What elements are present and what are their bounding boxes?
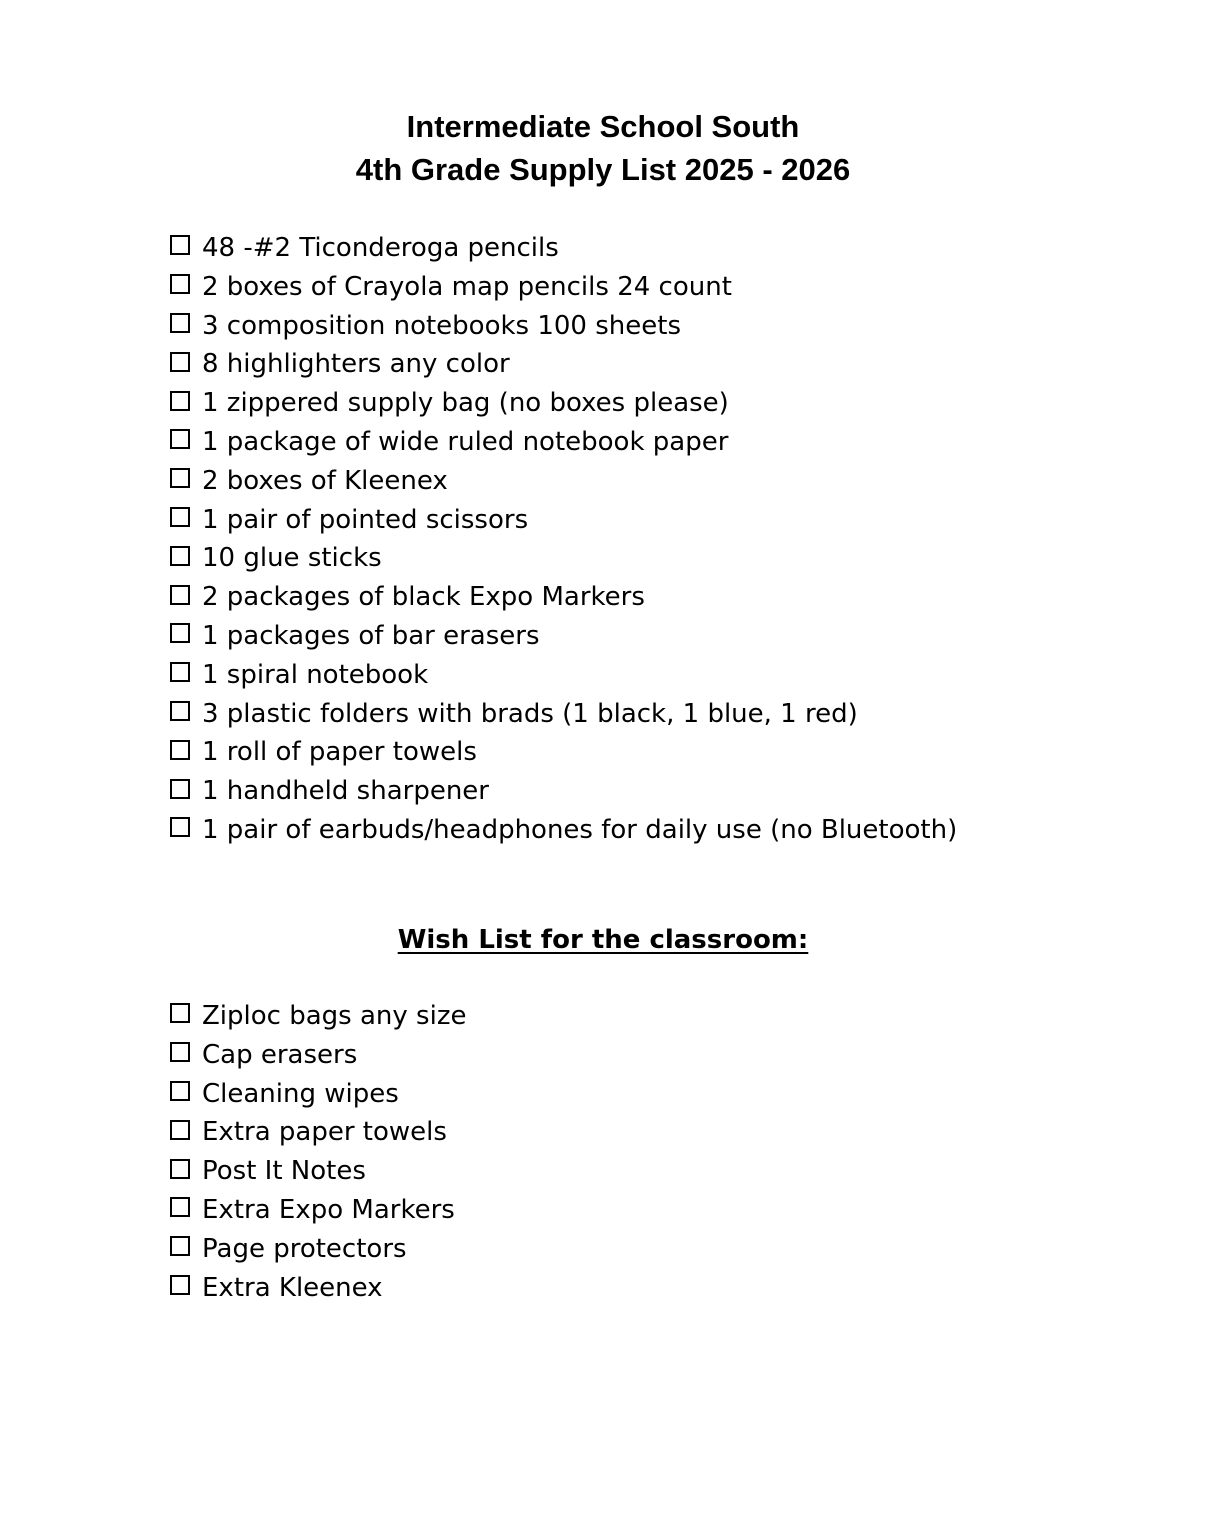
list-item	[168, 462, 957, 501]
item-label: 2 boxes of Kleenex	[202, 465, 448, 496]
list-item	[168, 1269, 466, 1308]
checkbox-icon[interactable]	[170, 546, 190, 566]
list-item	[168, 617, 957, 656]
checkbox-icon[interactable]	[170, 1197, 190, 1217]
list-item	[168, 997, 466, 1036]
list-item	[168, 733, 957, 772]
item-label: Cap erasers	[202, 1039, 358, 1070]
list-item	[168, 307, 957, 346]
item-label: 1 pair of pointed scissors	[202, 504, 529, 535]
list-item	[168, 423, 957, 462]
item-label: Page protectors	[202, 1233, 407, 1264]
item-label: Cleaning wipes	[202, 1078, 399, 1109]
wish-list	[168, 997, 466, 1307]
checkbox-icon[interactable]	[170, 1159, 190, 1179]
item-label: 10 glue sticks	[202, 543, 382, 574]
checkbox-icon[interactable]	[170, 623, 190, 643]
list-item	[168, 1152, 466, 1191]
checkbox-icon[interactable]	[170, 1120, 190, 1140]
checkbox-icon[interactable]	[170, 313, 190, 333]
list-item	[168, 695, 957, 734]
item-label: Extra paper towels	[202, 1117, 447, 1148]
checkbox-icon[interactable]	[170, 1042, 190, 1062]
list-item	[168, 578, 957, 617]
item-label: 1 handheld sharpener	[202, 776, 489, 807]
checkbox-icon[interactable]	[170, 1236, 190, 1256]
item-label: 3 plastic folders with brads (1 black, 1 blue, 1 red)	[202, 698, 858, 729]
checkbox-icon[interactable]	[170, 468, 190, 488]
item-label: 2 boxes of Crayola map pencils 24 count	[202, 271, 732, 302]
wish-list-heading: Wish List for the classroom:	[397, 925, 809, 955]
list-item	[168, 811, 957, 850]
item-label: Extra Expo Markers	[202, 1194, 455, 1225]
list-item	[168, 229, 957, 268]
supply-list	[168, 229, 957, 850]
item-label: 3 composition notebooks 100 sheets	[202, 310, 681, 341]
list-item	[168, 268, 957, 307]
item-label: 1 packages of bar erasers	[202, 620, 540, 651]
checkbox-icon[interactable]	[170, 585, 190, 605]
checkbox-icon[interactable]	[170, 701, 190, 721]
checkbox-icon[interactable]	[170, 1003, 190, 1023]
school-name: Intermediate School South	[406, 109, 800, 144]
list-item	[168, 772, 957, 811]
checkbox-icon[interactable]	[170, 274, 190, 294]
checkbox-icon[interactable]	[170, 662, 190, 682]
list-item	[168, 539, 957, 578]
list-item	[168, 1230, 466, 1269]
item-label: Extra Kleenex	[202, 1272, 383, 1303]
item-label: 2 packages of black Expo Markers	[202, 582, 645, 613]
list-item	[168, 384, 957, 423]
list-item	[168, 656, 957, 695]
list-item	[168, 1113, 466, 1152]
checkbox-icon[interactable]	[170, 507, 190, 527]
item-label: 1 zippered supply bag (no boxes please)	[202, 388, 729, 419]
list-item	[168, 345, 957, 384]
checkbox-icon[interactable]	[170, 1081, 190, 1101]
item-label: Ziploc bags any size	[202, 1001, 467, 1031]
checkbox-icon[interactable]	[170, 779, 190, 799]
list-item	[168, 1191, 466, 1230]
item-label: 1 package of wide ruled notebook paper	[202, 426, 729, 457]
item-label: Post It Notes	[202, 1156, 366, 1187]
list-item	[168, 501, 957, 540]
item-label: 1 roll of paper towels	[202, 737, 477, 768]
checkbox-icon[interactable]	[170, 1275, 190, 1295]
checkbox-icon[interactable]	[170, 235, 190, 255]
checkbox-icon[interactable]	[170, 429, 190, 449]
item-label: 1 spiral notebook	[202, 659, 429, 690]
checkbox-icon[interactable]	[170, 391, 190, 411]
page-title: 4th Grade Supply List 2025 - 2026	[355, 152, 851, 187]
checkbox-icon[interactable]	[170, 740, 190, 760]
list-item	[168, 1036, 466, 1075]
item-label: 48 -#2 Ticonderoga pencils	[202, 233, 559, 263]
checkbox-icon[interactable]	[170, 352, 190, 372]
item-label: 8 highlighters any color	[202, 349, 510, 380]
checkbox-icon[interactable]	[170, 817, 190, 837]
document-header	[0, 105, 1206, 191]
list-item	[168, 1075, 466, 1114]
item-label: 1 pair of earbuds/headphones for daily use (no Bluetooth)	[202, 814, 958, 845]
